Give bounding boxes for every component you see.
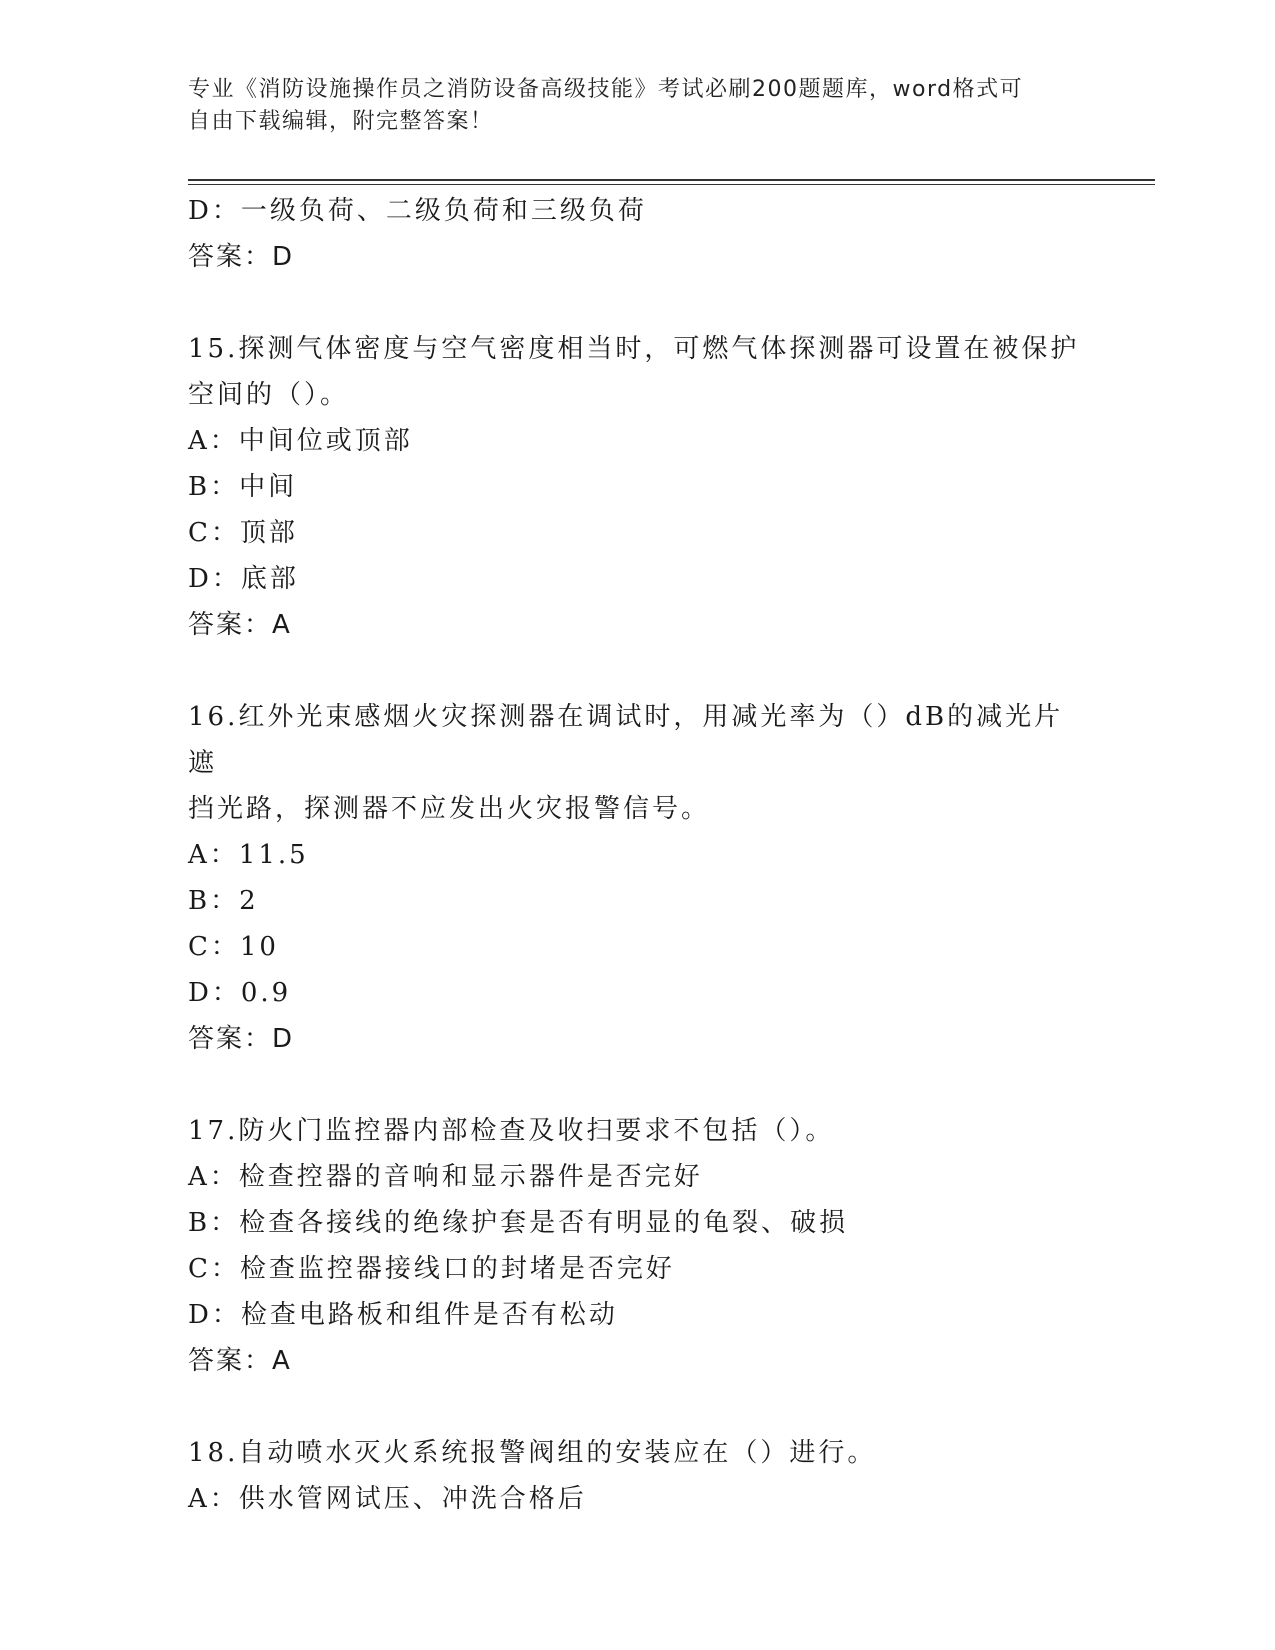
question-block-15	[188, 326, 1088, 648]
question-stem-continued: 空间的（）。	[188, 380, 350, 410]
question-block-16	[188, 694, 1088, 1062]
option-a: A：检查控器的音响和显示器件是否完好	[188, 1162, 703, 1192]
header-line-2: 自由下载编辑，附完整答案！	[188, 109, 494, 134]
header-line-1: 专业《消防设施操作员之消防设备高级技能》考试必刷200题题库，word格式可	[188, 77, 1024, 102]
answer-line: 答案：D	[188, 242, 295, 272]
option-c: C：检查监控器接线口的封堵是否完好	[188, 1254, 675, 1284]
option-a: A：供水管网试压、冲洗合格后	[188, 1484, 587, 1514]
answer-line: 答案：A	[188, 610, 292, 640]
question-stem: 17.防火门监控器内部检查及收扫要求不包括（）。	[188, 1116, 835, 1146]
question-block-14	[188, 188, 1088, 280]
question-block-18	[188, 1430, 1088, 1522]
option-c: C：顶部	[188, 518, 298, 548]
header-divider-thin	[188, 184, 1155, 185]
answer-line: 答案：D	[188, 1024, 295, 1054]
question-block-17	[188, 1108, 1088, 1384]
option-d: D：0.9	[188, 978, 292, 1008]
option-b: B：检查各接线的绝缘护套是否有明显的龟裂、破损	[188, 1208, 849, 1238]
question-list	[188, 188, 1088, 1522]
question-stem: 18.自动喷水灭火系统报警阀组的安装应在（）进行。	[188, 1438, 877, 1468]
question-stem: 15.探测气体密度与空气密度相当时，可燃气体探测器可设置在被保护	[188, 334, 1080, 364]
option-b: B：2	[188, 886, 259, 916]
option-b: B：中间	[188, 472, 298, 502]
option-d: D：底部	[188, 564, 299, 594]
option-d: D：一级负荷、二级负荷和三级负荷	[188, 196, 647, 226]
option-c: C：10	[188, 932, 279, 962]
answer-line: 答案：A	[188, 1346, 292, 1376]
option-a: A：中间位或顶部	[188, 426, 413, 456]
question-stem: 16.红外光束感烟火灾探测器在调试时，用减光率为（）dB的减光片遮	[188, 702, 1064, 778]
option-a: A：11.5	[188, 840, 309, 870]
document-header	[188, 74, 1088, 138]
question-stem-continued: 挡光路，探测器不应发出火灾报警信号。	[188, 794, 711, 824]
option-d: D：检查电路板和组件是否有松动	[188, 1300, 618, 1330]
header-divider-thick	[188, 179, 1155, 181]
